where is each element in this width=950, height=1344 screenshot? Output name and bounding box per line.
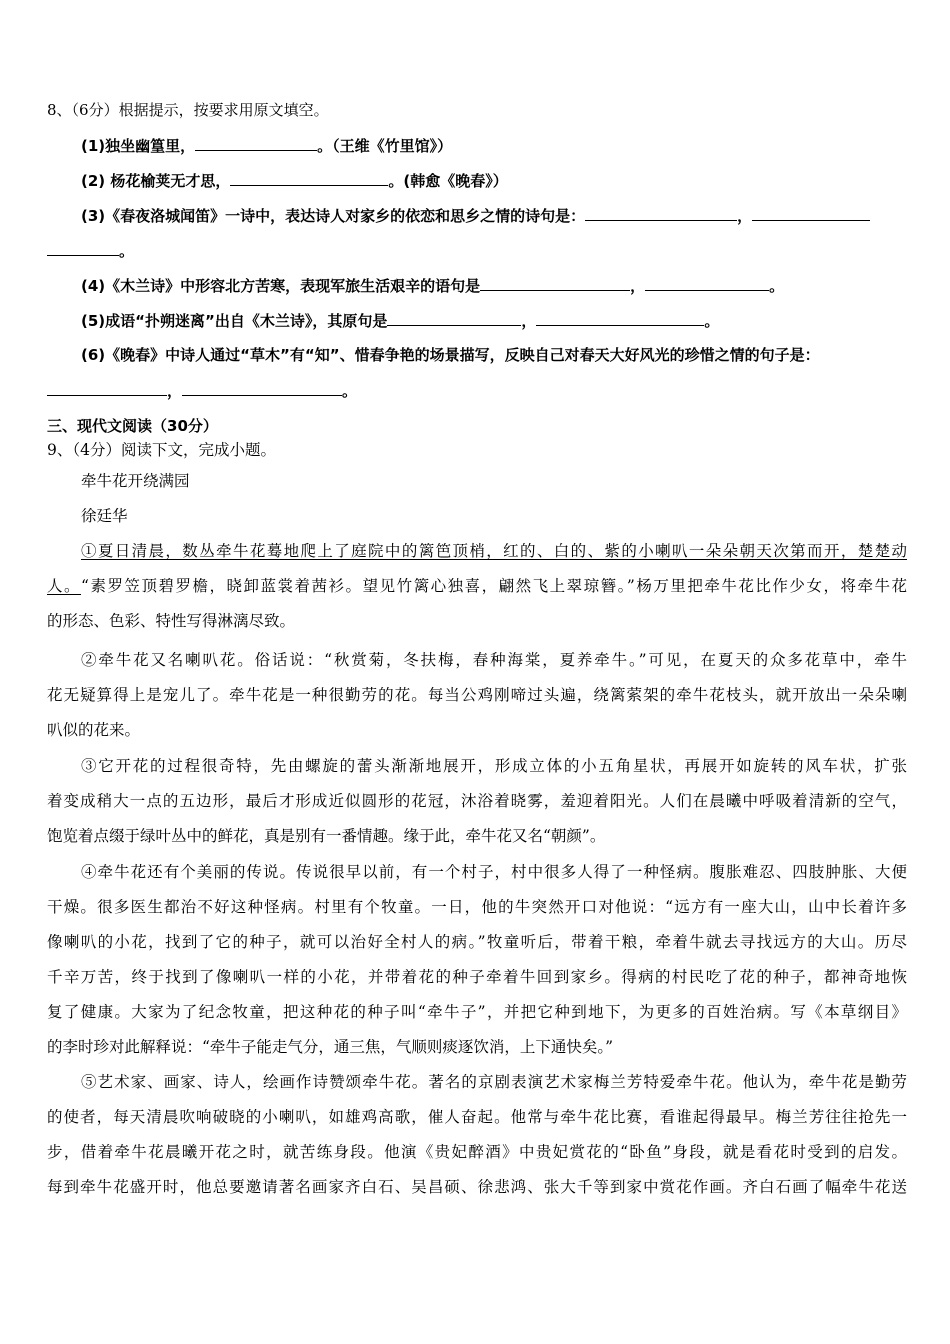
paragraph-3-line-1: ③它开花的过程很奇特，先由螺旋的蕾头渐渐地展开，形成立体的小五角星状，再展开如旋转的风车状，扩张: [81, 757, 907, 775]
paragraph-4-line-5: 复了健康。大家为了纪念牧童，把这种花的种子叫“牵牛子”，并把它种到地下，为更多的百姓治病。写《本草纲目》: [47, 1003, 907, 1021]
article-author: 徐廷华: [81, 507, 128, 525]
answer-blank[interactable]: [480, 275, 630, 291]
paragraph-1-line-1: ①夏日清晨，数丛牵牛花蓦地爬上了庭院中的篱笆顶梢，红的、白的、紫的小喇叭一朵朵朝天次第而开，楚楚动: [81, 542, 907, 560]
answer-blank[interactable]: [230, 170, 388, 186]
paragraph-5-line-4: 每到牵牛花盛开时，他总要邀请著名画家齐白石、吴昌硕、徐悲鸿、张大千等到家中赏花作画。齐白石画了幅牵牛花送: [47, 1178, 907, 1196]
q8-item-1-source: 。（王维《竹里馆》）: [317, 137, 453, 155]
paragraph-2-line-2: 花无疑算得上是宠儿了。牵牛花是一种很勤劳的花。每当公鸡刚啼过头遍，绕篱萦架的牵牛花枝头，就开放出一朵朵喇: [47, 686, 907, 704]
q8-item-1-prompt: (1)独坐幽篁里，: [81, 137, 196, 155]
paragraph-5-line-2: 的使者，每天清晨吹响破晓的小喇叭，如雄鸡高歌，催人奋起。他常与牵牛花比赛，看谁起得最早。梅兰芳往往抢先一: [47, 1108, 907, 1126]
answer-blank[interactable]: [585, 205, 737, 221]
q8-item-1: [81, 135, 452, 155]
q8-item-3-prompt: (3)《春夜洛城闻笛》一诗中，表达诗人对家乡的依恋和思乡之情的诗句是：: [81, 207, 586, 225]
q8-item-3: (3)《春夜洛城闻笛》一诗中，表达诗人对家乡的依恋和思乡之情的诗句是： ，: [81, 205, 870, 225]
q8-item-3-continued: 。: [47, 240, 134, 260]
answer-blank[interactable]: [47, 240, 119, 256]
section-title: 三、现代文阅读（30分）: [47, 417, 218, 435]
q8-item-4-prompt: (4)《木兰诗》中形容北方苦寒，表现军旅生活艰辛的语句是: [81, 277, 481, 295]
paragraph-1-line-2: 人。“素罗笠顶碧罗檐，晓卸蓝裳着茜衫。望见竹篱心独喜，翩然飞上翠琼簪。”杨万里把牵牛花比作少女，将牵牛花: [47, 577, 907, 595]
answer-blank[interactable]: [182, 380, 342, 396]
paragraph-2-line-1: ②牵牛花又名喇叭花。俗话说：“秋赏菊，冬扶梅，春种海棠，夏养牵牛。”可见，在夏天的众多花草中，牵牛: [81, 651, 907, 669]
answer-blank[interactable]: [536, 310, 704, 326]
paragraph-4-line-3: 像喇叭的小花，找到了它的种子，就可以治好全村人的病。”牧童听后，带着干粮，牵着牛就去寻找远方的大山。历尽: [47, 933, 907, 951]
paragraph-1-line-3: 的形态、色彩、特性写得淋漓尽致。: [47, 612, 296, 630]
q8-item-6: [81, 345, 820, 365]
answer-blank[interactable]: [752, 205, 870, 221]
answer-blank[interactable]: [645, 275, 769, 291]
q8-item-2-prompt: (2) 杨花榆荚无才思，: [81, 172, 231, 190]
q8-item-2: [81, 170, 508, 190]
q9-header: 9、（4分）阅读下文，完成小题。: [47, 441, 276, 459]
paragraph-4-line-2: 干燥。很多医生都治不好这种怪病。村里有个牧童。一日，他的牛突然开口对他说：“远方有一座大山，山中长着许多: [47, 898, 907, 916]
paragraph-3-line-3: 饱览着点缀于绿叶丛中的鲜花，真是别有一番情趣。缘于此，牵牛花又名“朝颜”。: [47, 827, 606, 845]
paragraph-4-line-4: 千辛万苦，终于找到了像喇叭一样的小花，并带着花的种子牵着牛回到家乡。得病的村民吃了花的种子，都神奇地恢: [47, 968, 907, 986]
q8-item-5-prompt: (5)成语“扑朔迷离”出自《木兰诗》，其原句是: [81, 312, 388, 330]
q8-item-4: (4)《木兰诗》中形容北方苦寒，表现军旅生活艰辛的语句是 ， 。: [81, 277, 785, 295]
paragraph-5-line-1: ⑤艺术家、画家、诗人，绘画作诗赞颂牵牛花。著名的京剧表演艺术家梅兰芳特爱牵牛花。他认为，牵牛花是勤劳: [81, 1073, 907, 1091]
paragraph-4-line-1: ④牵牛花还有个美丽的传说。传说很早以前，有一个村子，村中很多人得了一种怪病。腹胀难忍、四肢肿胀、大便: [81, 863, 907, 881]
answer-blank[interactable]: [387, 310, 521, 326]
paragraph-3-line-2: 着变成稍大一点的五边形，最后才形成近似圆形的花冠，沐浴着晓雾，羞迎着阳光。人们在晨曦中呼吸着清新的空气，: [47, 792, 907, 810]
paragraph-4-line-6: 的李时珍对此解释说：“牵牛子能走气分，通三焦，气顺则痰逐饮消，上下通快矣。”: [47, 1038, 614, 1056]
answer-blank[interactable]: [47, 380, 167, 396]
article-title: 牵牛花开绕满园: [81, 472, 190, 490]
q8-item-6-prompt: (6)《晚春》中诗人通过“草木”有“知”、惜春争艳的场景描写，反映自己对春天大好风光的珍惜之情的句子是：: [81, 346, 820, 364]
paragraph-2-line-3: 叭似的花来。: [47, 721, 141, 739]
answer-blank[interactable]: [195, 135, 317, 151]
q8-item-5: (5)成语“扑朔迷离”出自《木兰诗》，其原句是 ， 。: [81, 312, 720, 330]
q8-item-6-continued: ， 。: [47, 380, 357, 400]
q8-header: 8、（6分）根据提示，按要求用原文填空。: [47, 101, 329, 119]
q8-item-2-source: 。(韩愈《晚春》）: [388, 172, 508, 190]
paragraph-5-line-3: 步，借着牵牛花晨曦开花之时，就苦练身段。他演《贵妃醉酒》中贵妃赏花的“卧鱼”身段，就是看花时受到的启发。: [47, 1143, 907, 1161]
